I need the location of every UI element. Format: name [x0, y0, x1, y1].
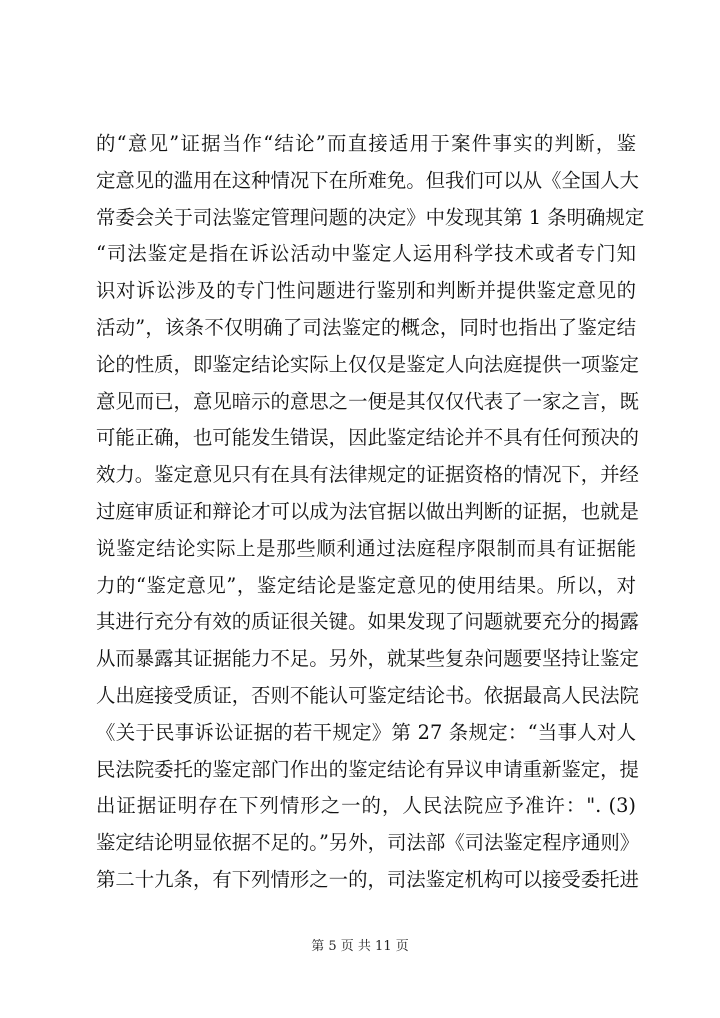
text-line: “司法鉴定是指在诉讼活动中鉴定人运用科学技术或者专门知 — [96, 242, 636, 266]
text-line: 人出庭接受质证，否则不能认可鉴定结论书。依据最高人民法院 — [96, 683, 639, 707]
text-line: 其进行充分有效的质证很关键。如果发现了问题就要充分的揭露 — [96, 610, 639, 634]
text-line: 效力。鉴定意见只有在具有法律规定的证据资格的情况下，并经 — [96, 463, 639, 487]
text-line: 出证据证明存在下列情形之一的，人民法院应予准许：". (3) — [96, 794, 636, 818]
text-line: 鉴定结论明显依据不足的。”另外，司法部《司法鉴定程序通则》 — [96, 831, 640, 855]
text-line: 民法院委托的鉴定部门作出的鉴定结论有异议申请重新鉴定，提 — [96, 757, 639, 781]
text-line: 说鉴定结论实际上是那些顺利通过法庭程序限制而具有证据能 — [96, 536, 636, 560]
page-footer — [0, 938, 720, 956]
text-line: 活动”，该条不仅明确了司法鉴定的概念，同时也指出了鉴定结 — [96, 315, 636, 339]
text-line: 常委会关于司法鉴定管理问题的决定》中发现其第 1 条明确规定 — [96, 205, 645, 229]
text-line: 从而暴露其证据能力不足。另外，就某些复杂问题要坚持让鉴定 — [96, 647, 639, 671]
text-line: 论的性质，即鉴定结论实际上仅仅是鉴定人向法庭提供一项鉴定 — [96, 352, 639, 376]
text-line: 的“意见”证据当作“结论”而直接适用于案件事实的判断，鉴 — [96, 132, 636, 155]
text-line: 力的“鉴定意见”，鉴定结论是鉴定意见的使用结果。所以，对 — [96, 573, 636, 597]
text-line: 识对诉讼涉及的专门性问题进行鉴别和判断并提供鉴定意见的 — [96, 279, 636, 303]
text-line: 可能正确，也可能发生错误，因此鉴定结论并不具有任何预决的 — [96, 426, 639, 450]
text-line: 意见而已，意见暗示的意思之一便是其仅仅代表了一家之言，既 — [96, 389, 639, 413]
text-line: 过庭审质证和辩论才可以成为法官据以做出判断的证据，也就是 — [96, 499, 639, 523]
text-line: 定意见的滥用在这种情况下在所难免。但我们可以从《全国人大 — [96, 168, 639, 192]
text-line: 《关于民事诉讼证据的若干规定》第 27 条规定：“当事人对人 — [96, 720, 636, 744]
text-line: 第二十九条，有下列情形之一的，司法鉴定机构可以接受委托进 — [96, 867, 639, 891]
page-number-label: 第 5 页 共 11 页 — [311, 939, 409, 954]
document-body-text — [96, 126, 645, 899]
